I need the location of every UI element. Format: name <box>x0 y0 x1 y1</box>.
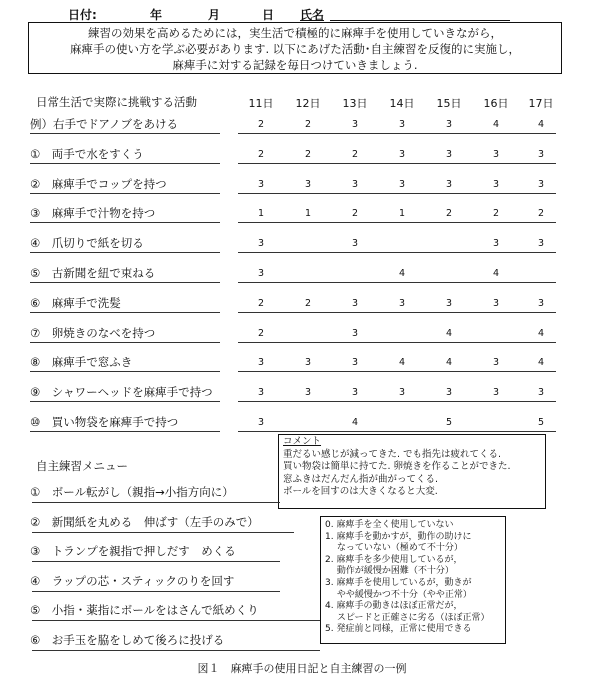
score-cell: 3 <box>537 148 545 160</box>
score-cell: 3 <box>351 327 359 339</box>
activity-label: ⑥ 麻痺手で洗髪 <box>30 295 121 310</box>
score-cell: 3 <box>304 387 312 399</box>
activity-underline <box>30 312 220 313</box>
legend-line: スピードと正確さに劣る（ほぼ正常） <box>325 612 490 623</box>
score-cell: 2 <box>304 119 312 130</box>
month-label: 月 <box>208 8 221 22</box>
score-cell: 3 <box>445 297 453 309</box>
score-cell: 3 <box>398 297 406 309</box>
score-cell: 3 <box>351 357 359 369</box>
activity-underline <box>30 163 220 164</box>
score-cell: 3 <box>257 238 265 250</box>
year-label: 年 <box>150 8 163 22</box>
activity-label: ③ 麻痺手で汁物を持つ <box>30 206 156 221</box>
score-cell: 3 <box>398 119 406 130</box>
activity-label: ⑤ 古新聞を紐で束ねる <box>30 266 156 280</box>
activity-underline <box>30 342 220 343</box>
activity-underline <box>30 401 220 402</box>
score-underline <box>238 193 556 194</box>
score-cell: 3 <box>257 268 265 279</box>
score-cell: 2 <box>257 119 265 130</box>
comment-box <box>278 434 546 509</box>
activity-label: ⑨ シャワーヘッドを麻痺手で持つ <box>30 385 213 400</box>
score-cell: 2 <box>445 208 453 220</box>
score-cell: 3 <box>492 357 500 369</box>
score-cell: 5 <box>445 417 453 428</box>
day-label: 日 <box>262 8 275 22</box>
score-cell: 3 <box>492 387 500 399</box>
score-cell: 3 <box>445 387 453 399</box>
legend-line: 動作が緩慢か困難（不十分） <box>325 566 454 577</box>
legend-line: 3. 麻痺手を使用しているが，動きが <box>325 577 472 588</box>
legend-line: 2. 麻痺手を多少使用しているが， <box>325 554 463 565</box>
comment-line: ボールを回すのは大きくなると大変. <box>283 486 438 497</box>
activity-underline <box>30 282 220 283</box>
score-cell: 2 <box>537 208 545 220</box>
practice-underline <box>32 561 280 562</box>
day-header: 14日 <box>389 97 415 110</box>
self-practice-title: 自主練習メニュー <box>36 459 128 473</box>
score-cell: 3 <box>304 178 312 190</box>
score-cell: 2 <box>351 208 359 220</box>
activity-underline <box>30 431 220 432</box>
legend-line: やや緩慢かつ不十分（やや正常） <box>325 589 472 600</box>
score-cell: 4 <box>492 268 500 279</box>
score-cell: 3 <box>445 148 453 160</box>
score-cell: 2 <box>304 148 312 160</box>
legend-line: 4. 麻痺手の動きはほぼ正常だが， <box>325 601 463 612</box>
score-cell: 3 <box>492 238 500 250</box>
score-cell: 3 <box>351 119 359 130</box>
score-legend-box <box>320 516 506 644</box>
score-cell: 2 <box>257 297 265 309</box>
practice-item: ① ボール転がし（親指→小指方向に） <box>30 485 234 499</box>
legend-line: 5. 発症前と同様，正常に使用できる <box>325 624 472 635</box>
comment-line: 窓ふきはだんだん指が曲がってくる. <box>283 473 439 485</box>
score-cell: 4 <box>492 119 500 130</box>
practice-underline <box>32 591 280 592</box>
score-underline <box>238 163 556 164</box>
score-underline <box>238 252 556 253</box>
score-cell: 5 <box>537 417 545 428</box>
day-header: 15日 <box>436 97 462 110</box>
activity-label: ⑧ 麻痺手で窓ふき <box>30 355 133 370</box>
name-underline <box>330 20 510 21</box>
score-cell: 3 <box>537 178 545 190</box>
score-cell: 3 <box>351 297 359 309</box>
score-cell: 4 <box>398 268 406 279</box>
activity-label: ② 麻痺手でコップを持つ <box>30 176 167 191</box>
comment-line: 買い物袋は簡単に持てた. 卵焼きを作ることができた. <box>283 461 511 472</box>
practice-item: ④ ラップの芯・スティックのりを回す <box>30 574 235 588</box>
score-underline <box>238 282 556 283</box>
activity-underline <box>30 371 220 372</box>
score-cell: 3 <box>445 178 453 190</box>
activity-underline <box>30 193 220 194</box>
day-header: 17日 <box>528 97 554 110</box>
score-cell: 1 <box>398 208 406 220</box>
score-underline <box>238 431 556 432</box>
figure-caption: 図１ 麻痺手の使用日記と自主練習の一例 <box>197 662 407 675</box>
score-cell: 2 <box>492 208 500 220</box>
day-header: 13日 <box>342 97 368 110</box>
score-cell: 3 <box>492 148 500 160</box>
name-label: 氏名 <box>300 8 325 22</box>
score-cell: 3 <box>351 178 359 190</box>
score-cell: 4 <box>537 327 545 339</box>
score-cell: 2 <box>351 148 359 160</box>
score-cell: 3 <box>537 297 545 309</box>
score-cell: 1 <box>257 208 265 220</box>
practice-underline <box>32 532 294 533</box>
legend-line: なっていない（極めて不十分） <box>325 543 463 554</box>
activity-underline <box>30 133 220 134</box>
score-cell: 2 <box>304 297 312 309</box>
score-cell: 4 <box>537 357 545 369</box>
score-underline <box>238 371 556 372</box>
score-cell: 3 <box>257 387 265 399</box>
activity-label: ① 両手で水をすくう <box>30 146 144 161</box>
activity-label: ④ 爪切りで紙を切る <box>30 236 144 251</box>
practice-underline <box>32 502 280 503</box>
instruction-line: 麻痺手に対する記録を毎日つけていきましょう. <box>172 58 418 72</box>
activity-label: ⑩ 買い物袋を麻痺手で持つ <box>30 415 179 429</box>
day-header: 12日 <box>295 97 321 110</box>
score-cell: 3 <box>445 119 453 130</box>
score-cell: 2 <box>257 148 265 160</box>
activity-label: ⑦ 卵焼きのなべを持つ <box>30 325 156 340</box>
score-cell: 3 <box>537 387 545 399</box>
score-cell: 4 <box>398 357 406 369</box>
score-cell: 3 <box>351 238 359 250</box>
score-underline <box>238 312 556 313</box>
practice-item: ⑤ 小指・薬指にボールをはさんで紙めくり <box>30 603 259 617</box>
comment-title: コメント <box>283 436 322 447</box>
score-underline <box>238 401 556 402</box>
practice-item: ② 新聞紙を丸める 伸ばす（左手のみで） <box>30 515 259 529</box>
score-cell: 3 <box>537 238 545 250</box>
activity-underline <box>30 252 220 253</box>
score-cell: 3 <box>304 357 312 369</box>
practice-underline <box>32 650 320 651</box>
date-label: 日付: <box>68 8 97 22</box>
score-cell: 3 <box>492 297 500 309</box>
score-cell: 3 <box>257 357 265 369</box>
legend-line: 1. 麻痺手を動かすが，動作の助けに <box>325 531 472 542</box>
instruction-line: 麻痺手の使い方を学ぶ必要があります. 以下にあげた活動･自主練習を反復的に実施し， <box>69 42 521 56</box>
score-underline <box>238 133 556 134</box>
score-cell: 4 <box>351 417 359 428</box>
score-cell: 4 <box>537 119 545 130</box>
score-cell: 3 <box>351 387 359 399</box>
day-header: 16日 <box>483 97 509 110</box>
activity-underline <box>30 222 220 223</box>
activity-label: 例）右手でドアノブをあける <box>30 117 179 131</box>
score-cell: 3 <box>257 417 265 428</box>
score-cell: 3 <box>257 178 265 190</box>
score-cell: 3 <box>398 387 406 399</box>
legend-line: 0. 麻痺手を全く使用していない <box>325 520 454 530</box>
practice-item: ⑥ お手玉を脇をしめて後ろに投げる <box>30 633 225 647</box>
score-underline <box>238 222 556 223</box>
instruction-line: 練習の効果を高めるためには，実生活で積極的に麻痺手を使用していきながら， <box>88 26 502 40</box>
practice-underline <box>32 620 320 621</box>
comment-line: 重だるい感じが減ってきた. でも指先は疲れてくる. <box>283 448 502 460</box>
score-cell: 4 <box>445 357 453 369</box>
score-cell: 4 <box>445 327 453 339</box>
day-header: 11日 <box>248 97 274 110</box>
activities-title: 日常生活で実際に挑戦する活動 <box>36 95 197 109</box>
score-underline <box>238 342 556 343</box>
score-cell: 3 <box>398 178 406 190</box>
score-cell: 3 <box>492 178 500 190</box>
score-cell: 3 <box>398 148 406 160</box>
score-cell: 1 <box>304 208 312 220</box>
score-cell: 2 <box>257 327 265 339</box>
practice-item: ③ トランプを親指で押しだす めくる <box>30 544 236 558</box>
instructions-box <box>28 22 562 74</box>
